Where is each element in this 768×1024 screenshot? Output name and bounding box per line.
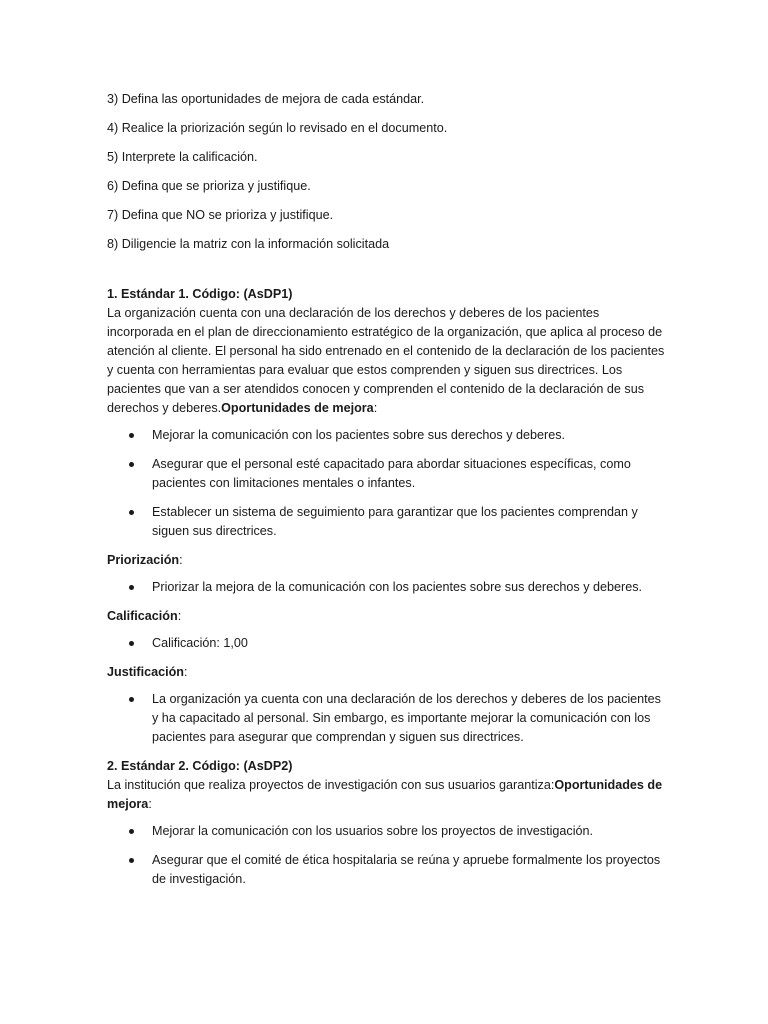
bullet-icon xyxy=(129,585,134,590)
justification-list xyxy=(107,690,667,747)
instruction-item: 3) Defina las oportunidades de mejora de cada estándar. xyxy=(107,92,425,106)
bullet-icon xyxy=(129,858,134,863)
instruction-item: 7) Defina que NO se prioriza y justifique. xyxy=(107,208,334,222)
list-item: La organización ya cuenta con una declaración de los derechos y deberes de los pacientes y ha capacitado al personal. Sin embargo, es importante mejorar la comunicación con los pacientes para asegurar que comprendan y siguen sus directrices. xyxy=(107,690,667,747)
bullet-icon xyxy=(129,510,134,515)
justification-heading: Justificación: xyxy=(107,665,188,679)
priorization-list xyxy=(107,578,667,597)
bullet-icon xyxy=(129,641,134,646)
standard-1-description: La organización cuenta con una declaración de los derechos y deberes de los pacientes incorporada en el plan de direccionamiento estratégico de la organización, que aplica al proceso de atención al cliente. El personal ha sido entrenado en el contenido de la declaración de los pacientes y cuenta con herramientas para evaluar que estos comprenden y siguen sus directrices. Los pacientes que van a ser atendidos conocen y comprenden el contenido de la declaración de sus derechos y deberes.Oportunidades de mejora: xyxy=(107,306,665,415)
list-item: Calificación: 1,00 xyxy=(107,634,667,653)
instruction-item: 6) Defina que se prioriza y justifique. xyxy=(107,179,311,193)
bullet-icon xyxy=(129,462,134,467)
rating-heading: Calificación: xyxy=(107,609,182,623)
standard-2-description: La institución que realiza proyectos de investigación con sus usuarios garantiza:Oportunidades de mejora: xyxy=(107,778,663,811)
list-item: Establecer un sistema de seguimiento para garantizar que los pacientes comprendan y siguen sus directrices. xyxy=(107,503,667,541)
bullet-icon xyxy=(129,697,134,702)
standard-2-title: 2. Estándar 2. Código: (AsDP2) xyxy=(107,759,293,773)
standard-2-opportunities-label: Oportunidades de mejora xyxy=(107,778,663,811)
standard-2-opportunities-list xyxy=(107,822,667,889)
list-item: Priorizar la mejora de la comunicación con los pacientes sobre sus derechos y deberes. xyxy=(107,578,667,597)
document-page xyxy=(107,90,667,899)
list-item: Asegurar que el comité de ética hospitalaria se reúna y apruebe formalmente los proyectos de investigación. xyxy=(107,851,667,889)
standard-1-opportunities-label: Oportunidades de mejora xyxy=(221,401,374,415)
standard-1-description-text: La organización cuenta con una declaración de los derechos y deberes de los pacientes incorporada en el plan de direccionamiento estratégico de la organización, que aplica al proceso de atención al cliente. El personal ha sido entrenado en el contenido de la declaración de los pacientes y cuenta con herramientas para evaluar que estos comprenden y siguen sus directrices. Los pacientes que van a ser atendidos conocen y comprenden el contenido de la declaración de sus derechos y deberes. xyxy=(107,306,665,415)
bullet-icon xyxy=(129,829,134,834)
instruction-list xyxy=(107,90,667,254)
priorization-heading: Priorización: xyxy=(107,553,183,567)
standard-1-opportunities-list xyxy=(107,426,667,541)
standard-1-title: 1. Estándar 1. Código: (AsDP1) xyxy=(107,287,293,301)
list-item: Asegurar que el personal esté capacitado para abordar situaciones específicas, como pacientes con limitaciones mentales o infantes. xyxy=(107,455,667,493)
rating-list xyxy=(107,634,667,653)
instruction-item: 5) Interprete la calificación. xyxy=(107,150,258,164)
list-item: Mejorar la comunicación con los usuarios sobre los proyectos de investigación. xyxy=(107,822,667,841)
instruction-item: 4) Realice la priorización según lo revisado en el documento. xyxy=(107,121,448,135)
list-item: Mejorar la comunicación con los pacientes sobre sus derechos y deberes. xyxy=(107,426,667,445)
instruction-item: 8) Diligencie la matriz con la información solicitada xyxy=(107,237,390,251)
bullet-icon xyxy=(129,433,134,438)
